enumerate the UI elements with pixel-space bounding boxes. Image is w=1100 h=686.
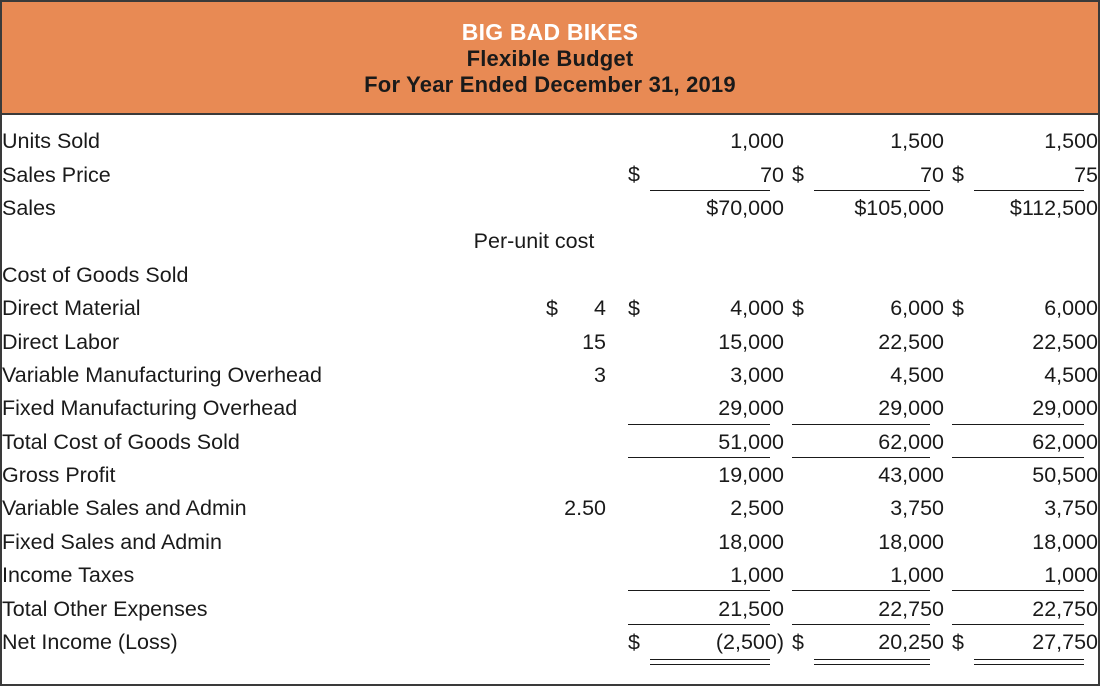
budget-col-1-cell: [620, 325, 784, 358]
table-row: [2, 559, 1098, 592]
cell-value: 22,500: [878, 329, 944, 354]
cell-value: 43,000: [878, 463, 944, 488]
table-row: [2, 592, 1098, 625]
cell-value: 21,500: [718, 596, 784, 621]
per-unit-cost-cell: [448, 459, 620, 492]
cell-value: 4,500: [1044, 362, 1098, 387]
budget-col-1-cell: [620, 158, 784, 191]
table-row: [2, 259, 1098, 292]
row-label: Cost of Goods Sold: [2, 262, 189, 287]
cell-value: 2.50: [564, 496, 606, 521]
cell-value: 75: [1074, 162, 1098, 187]
currency-symbol: $: [952, 630, 964, 655]
cell-value: 4,000: [730, 296, 784, 321]
cell-value: 22,750: [878, 596, 944, 621]
budget-col-2-cell: [784, 292, 944, 325]
cell-value: 1,500: [1044, 129, 1098, 154]
row-label: Gross Profit: [2, 463, 116, 488]
budget-col-3-cell: [944, 392, 1098, 425]
budget-col-2-cell: [784, 459, 944, 492]
row-label: Total Other Expenses: [2, 596, 208, 621]
cell-value: 1,000: [730, 563, 784, 588]
currency-symbol: $: [628, 630, 640, 655]
cell-value: 18,000: [718, 529, 784, 554]
budget-col-1-cell: [620, 492, 784, 525]
cell-value: 15,000: [718, 329, 784, 354]
table-row: [2, 192, 1098, 225]
budget-col-3-cell: [944, 592, 1098, 625]
row-label: Variable Manufacturing Overhead: [2, 362, 322, 387]
cell-value: 4,500: [890, 362, 944, 387]
budget-col-1-cell: [620, 125, 784, 158]
budget-col-2-cell: [784, 426, 944, 459]
per-unit-cost-cell: [448, 392, 620, 425]
cell-value: 3,750: [1044, 496, 1098, 521]
statement-period: For Year Ended December 31, 2019: [364, 71, 736, 97]
table-row: [2, 426, 1098, 459]
budget-col-3-cell: [944, 225, 1098, 258]
per-unit-cost-cell: [448, 626, 620, 659]
per-unit-cost-cell: [448, 492, 620, 525]
cell-value: 29,000: [878, 396, 944, 421]
per-unit-cost-cell: [448, 359, 620, 392]
row-label: Units Sold: [2, 129, 100, 154]
table-row: [2, 292, 1098, 325]
table-row: [2, 626, 1098, 659]
row-label: Direct Labor: [2, 329, 120, 354]
budget-col-3-cell: [944, 192, 1098, 225]
per-unit-cost-cell: [448, 559, 620, 592]
row-label: Fixed Manufacturing Overhead: [2, 396, 298, 421]
cell-value: 1,500: [890, 129, 944, 154]
budget-col-1-cell: [620, 259, 784, 292]
budget-col-1-cell: [620, 559, 784, 592]
row-label: Income Taxes: [2, 563, 135, 588]
table-row: [2, 158, 1098, 191]
currency-symbol: $: [792, 630, 804, 655]
per-unit-cost-header: Per-unit cost: [473, 229, 595, 254]
currency-symbol: $: [628, 162, 640, 187]
per-unit-cost-cell: [448, 192, 620, 225]
budget-col-2-cell: [784, 359, 944, 392]
per-unit-cost-cell: [448, 526, 620, 559]
budget-col-2-cell: [784, 526, 944, 559]
budget-table-body: [2, 125, 1098, 659]
budget-col-3-cell: [944, 125, 1098, 158]
cell-value: 1,000: [890, 563, 944, 588]
budget-col-2-cell: [784, 392, 944, 425]
cell-value: $112,500: [1009, 195, 1098, 220]
currency-symbol: $: [628, 296, 640, 321]
table-row: [2, 492, 1098, 525]
per-unit-cost-cell: [448, 158, 620, 191]
budget-col-1-cell: [620, 459, 784, 492]
table-row: [2, 125, 1098, 158]
budget-col-2-cell: [784, 192, 944, 225]
cell-value: 51,000: [718, 429, 784, 454]
cell-value: 15: [582, 329, 606, 354]
budget-col-1-cell: [620, 426, 784, 459]
budget-col-2-cell: [784, 492, 944, 525]
budget-col-3-cell: [944, 526, 1098, 559]
cell-value: 20,250: [878, 630, 944, 655]
table-row: [2, 526, 1098, 559]
per-unit-cost-cell: [448, 325, 620, 358]
budget-col-1-cell: [620, 592, 784, 625]
company-name: BIG BAD BIKES: [461, 19, 639, 46]
budget-col-3-cell: [944, 292, 1098, 325]
cell-value: 3,000: [730, 362, 784, 387]
currency-symbol: $: [952, 296, 964, 321]
currency-symbol: $: [546, 296, 558, 321]
budget-col-3-cell: [944, 492, 1098, 525]
budget-col-3-cell: [944, 626, 1098, 659]
budget-col-1-cell: [620, 292, 784, 325]
cell-value: 29,000: [718, 396, 784, 421]
per-unit-cost-cell: [448, 292, 620, 325]
cell-value: 50,500: [1032, 463, 1098, 488]
cell-value: 70: [760, 162, 784, 187]
budget-col-2-cell: [784, 325, 944, 358]
cell-value: 2,500: [730, 496, 784, 521]
cell-value: 4: [594, 296, 606, 321]
budget-col-2-cell: [784, 626, 944, 659]
budget-col-1-cell: [620, 626, 784, 659]
cell-value: 18,000: [1032, 529, 1098, 554]
budget-col-1-cell: [620, 359, 784, 392]
budget-col-1-cell: [620, 526, 784, 559]
budget-table: [2, 125, 1098, 659]
currency-symbol: $: [792, 162, 804, 187]
budget-col-3-cell: [944, 426, 1098, 459]
cell-value: 1,000: [730, 129, 784, 154]
cell-value: 22,500: [1032, 329, 1098, 354]
budget-col-2-cell: [784, 225, 944, 258]
row-label: Direct Material: [2, 296, 141, 321]
budget-col-2-cell: [784, 158, 944, 191]
row-label: Variable Sales and Admin: [2, 496, 247, 521]
cell-value: 3: [594, 362, 606, 387]
budget-col-1-cell: [620, 225, 784, 258]
cell-value: (2,500): [715, 630, 784, 655]
cell-value: $105,000: [854, 195, 944, 220]
per-unit-cost-cell: [448, 259, 620, 292]
cell-value: 19,000: [718, 463, 784, 488]
budget-col-3-cell: [944, 559, 1098, 592]
row-label: Total Cost of Goods Sold: [2, 429, 240, 454]
row-label: Sales: [2, 195, 56, 220]
row-label: [2, 225, 448, 258]
per-unit-cost-cell: [448, 426, 620, 459]
budget-col-3-cell: [944, 259, 1098, 292]
cell-value: 18,000: [878, 529, 944, 554]
budget-col-1-cell: [620, 192, 784, 225]
cell-value: 27,750: [1032, 630, 1098, 655]
table-row: [2, 325, 1098, 358]
per-unit-cost-cell: [448, 125, 620, 158]
budget-col-3-cell: [944, 359, 1098, 392]
cell-value: 70: [920, 162, 944, 187]
currency-symbol: $: [792, 296, 804, 321]
budget-col-1-cell: [620, 392, 784, 425]
budget-col-2-cell: [784, 125, 944, 158]
table-row: [2, 392, 1098, 425]
cell-value: 3,750: [890, 496, 944, 521]
statement-body: [2, 115, 1098, 659]
currency-symbol: $: [952, 162, 964, 187]
cell-value: 62,000: [878, 429, 944, 454]
cell-value: 62,000: [1032, 429, 1098, 454]
table-row: [2, 225, 1098, 258]
budget-col-3-cell: [944, 158, 1098, 191]
cell-value: $70,000: [706, 195, 784, 220]
cell-value: 22,750: [1032, 596, 1098, 621]
per-unit-cost-cell: [448, 592, 620, 625]
statement-title: Flexible Budget: [466, 46, 634, 72]
cell-value: 6,000: [890, 296, 944, 321]
budget-col-2-cell: [784, 259, 944, 292]
row-label: Net Income (Loss): [2, 630, 178, 655]
budget-col-2-cell: [784, 559, 944, 592]
row-label: Fixed Sales and Admin: [2, 529, 222, 554]
statement-header: [2, 2, 1098, 115]
cell-value: 1,000: [1044, 563, 1098, 588]
cell-value: 29,000: [1032, 396, 1098, 421]
table-row: [2, 459, 1098, 492]
budget-col-2-cell: [784, 592, 944, 625]
budget-col-3-cell: [944, 459, 1098, 492]
cell-value: 6,000: [1044, 296, 1098, 321]
budget-col-3-cell: [944, 325, 1098, 358]
table-row: [2, 359, 1098, 392]
row-label: Sales Price: [2, 162, 111, 187]
